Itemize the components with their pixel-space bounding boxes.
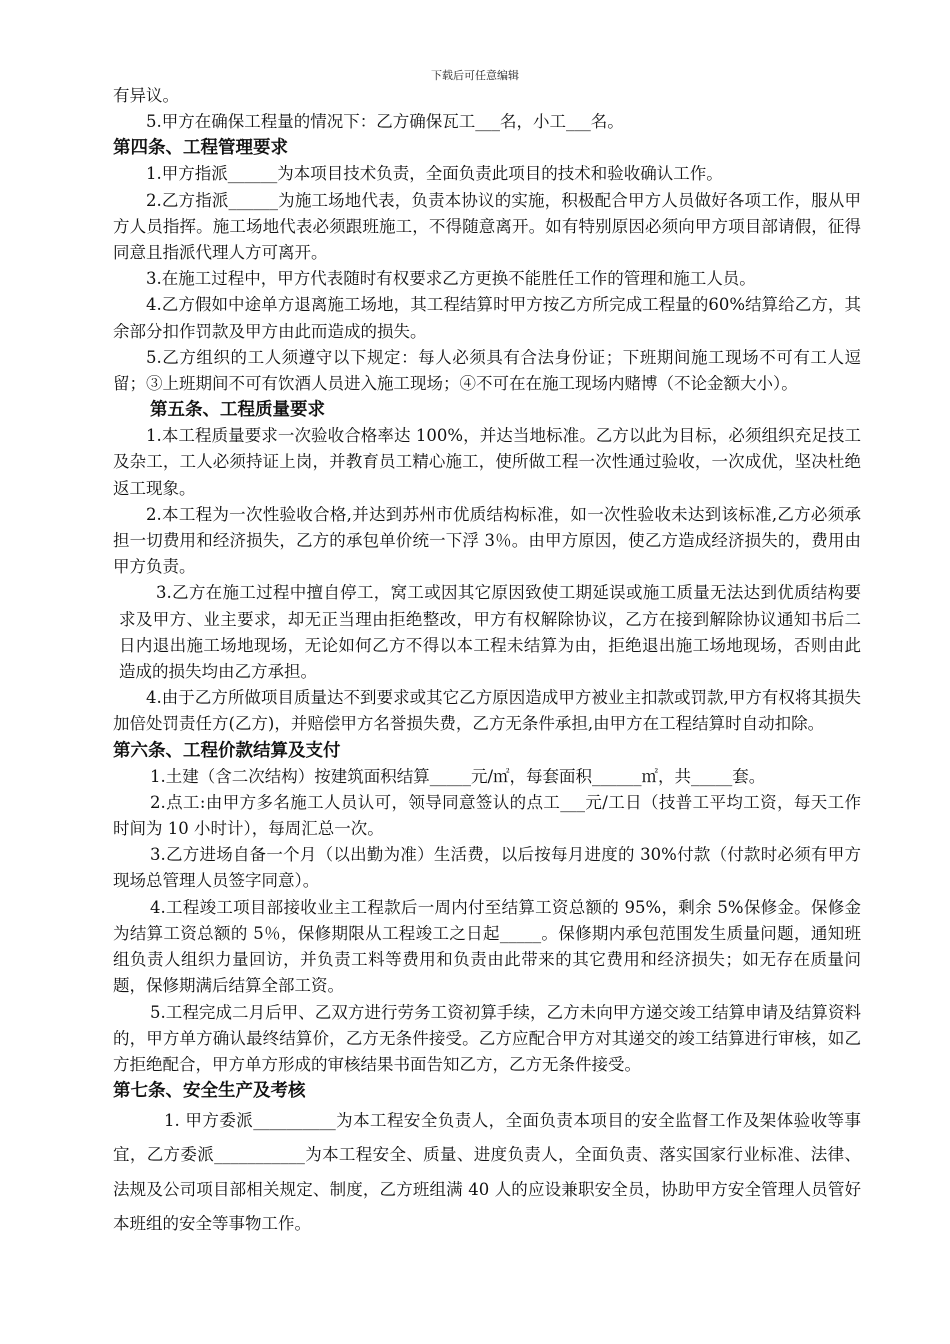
paragraph: 3.在施工过程中，甲方代表随时有权要求乙方更换不能胜任工作的管理和施工人员。 [146, 269, 756, 289]
paragraph: 1. 甲方委派__________为本工程安全负责人，全面负责本项目的安全监督工作及架体验收等事宜，乙方委派___________为本工程安全、质量、进度负责人，全面负责、落实国家行业标准、法律、法规及公司项目部相关规定、制度，乙方班组满 40 人的应设兼职安全员，协助甲方安全管理人员管好本班组的安全等事物工作。 [113, 1111, 861, 1233]
paragraph: 2.点工:由甲方多名施工人员认可，领导同意签认的点工___元/工日（技普工平均工资，每天工作时间为 10 小时计），每周汇总一次。 [113, 792, 861, 839]
page-header: 下载后可任意编辑 [431, 69, 519, 82]
paragraph: 2.乙方指派______为施工场地代表，负责本协议的实施，积极配合甲方人员做好各项工作，服从甲方人员指挥。施工场地代表必须跟班施工，不得随意离开。如有特别原因必须向甲方项目部请假，征得同意且指派代理人方可离开。 [113, 190, 861, 263]
paragraph: 3.乙方进场自备一个月（以出勤为准）生活费，以后按每月进度的 30%付款（付款时必须有甲方现场总管理人员签字同意）。 [113, 845, 861, 891]
paragraph: 有异议。 [113, 86, 179, 105]
document-body [113, 83, 861, 1241]
section-heading-7: 第七条、安全生产及考核 [113, 1081, 306, 1102]
section-heading-5: 第五条、工程质量要求 [150, 400, 325, 421]
paragraph: 4.工程竣工项目部接收业主工程款后一周内付至结算工资总额的 95%，剩余 5%保修金。保修金为结算工资总额的 5％，保修期限从工程竣工之日起_____。保修期内承包范围发生质量问题，通知班组负责人组织力量回访，并负责工料等费用和负责由此带来的其它费用和经济损失；如无存在质量问题，保修期满后结算全部工资。 [113, 897, 861, 996]
paragraph: 5.甲方在确保工程量的情况下：乙方确保瓦工___名，小工___名。 [146, 112, 624, 132]
paragraph: 5.工程完成二月后甲、乙双方进行劳务工资初算手续，乙方未向甲方递交竣工结算申请及结算资料的，甲方单方确认最终结算价，乙方无条件接受。乙方应配合甲方对其递交的竣工结算进行审核，如乙方拒绝配合，甲方单方形成的审核结果书面告知乙方，乙方无条件接受。 [113, 1002, 861, 1074]
section-heading-6: 第六条、工程价款结算及支付 [113, 740, 341, 761]
paragraph: 3.乙方在施工过程中擅自停工，窝工或因其它原因致使工期延误或施工质量无法达到优质结构要求及甲方、业主要求，却无正当理由拒绝整改，甲方有权解除协议，乙方在接到解除协议通知书后二日内退出施工场地现场，无论如何乙方不得以本工程未结算为由，拒绝退出施工场地现场，否则由此造成的损失均由乙方承担。 [119, 583, 861, 682]
paragraph: 4.乙方假如中途单方退离施工场地，其工程结算时甲方按乙方所完成工程量的60%结算给乙方，其余部分扣作罚款及甲方由此而造成的损失。 [113, 295, 861, 341]
paragraph: 5.乙方组织的工人须遵守以下规定：每人必须具有合法身份证；下班期间施工现场不可有工人逗留；③上班期间不可有饮酒人员进入施工现场；④不可在在施工现场内赌博（不论金额大小）。 [113, 347, 861, 394]
paragraph: 1.甲方指派______为本项目技术负责，全面负责此项目的技术和验收确认工作。 [146, 164, 723, 184]
paragraph: 4.由于乙方所做项目质量达不到要求或其它乙方原因造成甲方被业主扣款或罚款,甲方有权将其损失加倍处罚责任方(乙方)，并赔偿甲方名誉损失费，乙方无条件承担,由甲方在工程结算时自动扣除。 [113, 688, 861, 734]
paragraph: 1.本工程质量要求一次验收合格率达 100%，并达当地标准。乙方以此为目标，必须组织充足技工及杂工，工人必须持证上岗，并教育员工精心施工，使所做工程一次性通过验收，一次成优，坚决杜绝返工现象。 [113, 426, 861, 498]
paragraph: 1.土建（含二次结构）按建筑面积结算_____元/㎡，每套面积______㎡，共_____套。 [150, 766, 766, 786]
section-heading-4: 第四条、工程管理要求 [113, 138, 288, 159]
paragraph: 2.本工程为一次性验收合格,并达到苏州市优质结构标准，如一次性验收未达到该标准,乙方必须承担一切费用和经济损失，乙方的承包单价统一下浮 3％。由甲方原因，使乙方造成经济损失的，费用由甲方负责。 [113, 504, 861, 577]
